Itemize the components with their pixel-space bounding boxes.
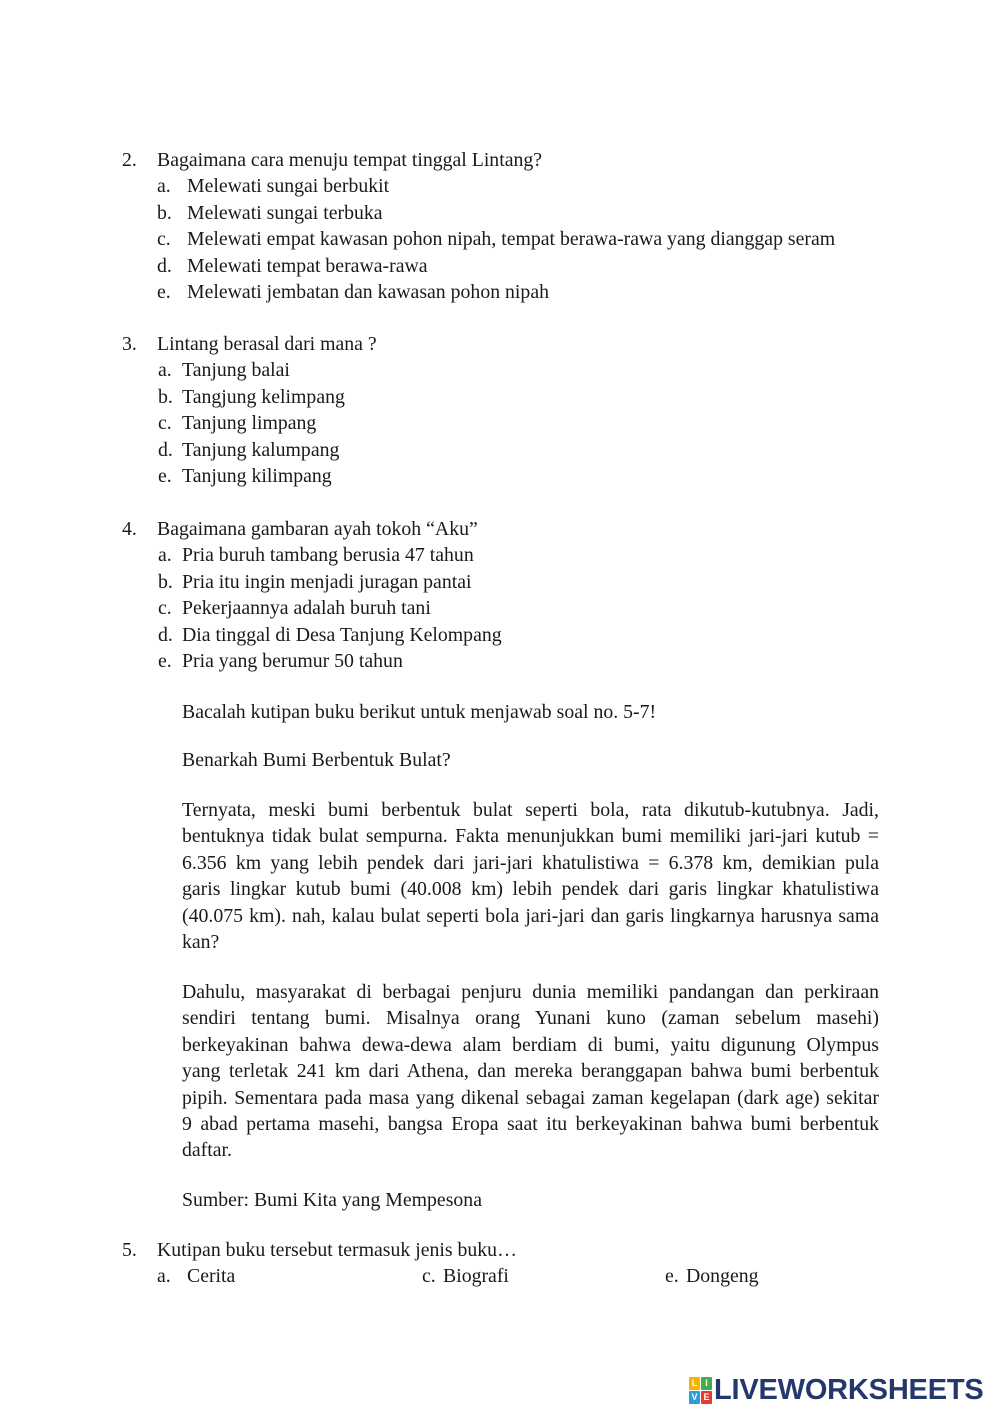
- option-text: Tanjung balai: [182, 359, 290, 382]
- logo-tile: I: [701, 1377, 712, 1390]
- option-letter: e.: [665, 1265, 679, 1288]
- question-line: [0, 147, 1000, 173]
- option-letter: b.: [158, 570, 173, 593]
- answer-option-a: [0, 173, 1000, 199]
- option-letter: a.: [158, 359, 172, 382]
- option-letter: e.: [158, 649, 172, 672]
- option-text: Melewati tempat berawa-rawa: [187, 254, 428, 277]
- option-text: Melewati empat kawasan pohon nipah, tempat berawa-rawa yang dianggap seram: [187, 228, 836, 251]
- option-letter: a.: [157, 1265, 171, 1288]
- passage-source: Sumber: Bumi Kita yang Mempesona: [182, 1189, 482, 1211]
- passage-title: Benarkah Bumi Berbentuk Bulat?: [182, 749, 451, 771]
- option-text: Pria itu ingin menjadi juragan pantai: [182, 570, 472, 593]
- option-letter: e.: [158, 464, 172, 487]
- liveworksheets-logo[interactable]: [689, 1375, 984, 1405]
- option-letter: d.: [158, 438, 173, 461]
- paragraph-line: berkeyakinan bahwa dewa-dewa alam berdiam di bumi, yaitu digunung Olympus: [182, 1033, 879, 1056]
- passage-paragraph-2: [182, 979, 879, 1164]
- passage-paragraph-1: [182, 797, 879, 955]
- option-letter: c.: [157, 228, 171, 251]
- option-text: Melewati sungai terbuka: [187, 201, 383, 224]
- option-text: Pekerjaannya adalah buruh tani: [182, 597, 431, 620]
- option-text: Tangjung kelimpang: [182, 385, 345, 408]
- logo-tile: V: [689, 1391, 700, 1404]
- paragraph-line: yang terletak 241 km dari Athena, dan mereka beranggapan bahwa bumi berbentuk: [182, 1060, 879, 1083]
- question-number: 3.: [122, 333, 137, 355]
- liveworksheets-logo-icon: [689, 1377, 712, 1404]
- option-text: Dia tinggal di Desa Tanjung Kelompang: [182, 623, 502, 646]
- option-letter: d.: [158, 623, 173, 646]
- question-number: 5.: [122, 1239, 137, 1261]
- paragraph-line: garis lingkar kutub bumi (40.008 km) lebih pendek dari garis lingkar khatulistiwa: [182, 878, 879, 901]
- answer-option-e: [0, 279, 1000, 305]
- paragraph-line: 9 abad pertama masehi, bangsa Eropa saat itu berkeyakinan bahwa bumi berbentuk: [182, 1112, 879, 1135]
- answer-option-c: [0, 226, 1000, 252]
- paragraph-line: Dahulu, masyarakat di berbagai penjuru dunia memiliki pandangan dan perkiraan: [182, 981, 879, 1003]
- option-text: Biografi: [443, 1265, 509, 1288]
- answer-option-d: [0, 253, 1000, 279]
- question-text: Bagaimana gambaran ayah tokoh “Aku”: [157, 518, 478, 540]
- question-5: [0, 1237, 1000, 1290]
- answer-option-d: [0, 437, 1000, 463]
- paragraph-line: sendiri tentang bumi. Misalnya orang Yunani kuno (zaman sebelum masehi): [182, 1007, 879, 1030]
- option-letter: c.: [158, 597, 172, 620]
- question-text: Lintang berasal dari mana ?: [157, 333, 377, 355]
- option-text: Melewati jembatan dan kawasan pohon nipah: [187, 280, 549, 303]
- option-letter: b.: [157, 201, 172, 224]
- logo-tile: E: [701, 1391, 712, 1404]
- passage-instruction: Bacalah kutipan buku berikut untuk menjawab soal no. 5-7!: [182, 701, 657, 723]
- option-letter: c.: [422, 1265, 436, 1288]
- option-text: Melewati sungai berbukit: [187, 175, 390, 198]
- question-number: 4.: [122, 518, 137, 540]
- answer-option-e: [0, 463, 1000, 489]
- paragraph-line: daftar.: [182, 1139, 232, 1162]
- logo-tile: L: [689, 1377, 700, 1390]
- option-text: Cerita: [187, 1265, 236, 1288]
- question-text: Kutipan buku tersebut termasuk jenis buku…: [157, 1239, 517, 1261]
- paragraph-line: kan?: [182, 930, 220, 953]
- question-number: 2.: [122, 149, 137, 171]
- option-text: Tanjung kilimpang: [182, 464, 332, 487]
- question-line: [0, 331, 1000, 357]
- question-line: [0, 1237, 1000, 1263]
- answer-option-b: [0, 384, 1000, 410]
- question-4: [0, 516, 1000, 674]
- answer-option-a: [0, 357, 1000, 383]
- option-letter: b.: [158, 385, 173, 408]
- answer-option-e: [0, 648, 1000, 674]
- answer-option-d: [0, 622, 1000, 648]
- option-text: Pria buruh tambang berusia 47 tahun: [182, 544, 474, 567]
- option-text: Tanjung limpang: [182, 412, 317, 435]
- option-letter: a.: [157, 175, 171, 198]
- paragraph-line: pipih. Sementara pada masa yang dikenal sebagai zaman kegelapan (dark age) sekitar: [182, 1086, 879, 1109]
- paragraph-line: bentuknya tidak bulat sempurna. Fakta menunjukkan bumi memiliki jari-jari kutub =: [182, 825, 879, 848]
- paragraph-line: 6.356 km yang lebih pendek dari jari-jari khatulistiwa = 6.378 km, demikian pula: [182, 851, 879, 874]
- option-letter: e.: [157, 280, 171, 303]
- answer-option-c: [0, 595, 1000, 621]
- option-text: Pria yang berumur 50 tahun: [182, 649, 403, 672]
- question-line: [0, 516, 1000, 542]
- option-text: Dongeng: [686, 1265, 759, 1288]
- paragraph-line: Ternyata, meski bumi berbentuk bulat seperti bola, rata dikutub-kutubnya. Jadi,: [182, 799, 879, 821]
- question-2: [0, 147, 1000, 305]
- answer-option-b: [0, 200, 1000, 226]
- answer-option-c: [0, 410, 1000, 436]
- answer-option-a: [0, 542, 1000, 568]
- option-letter: c.: [158, 412, 172, 435]
- answer-options-row: [0, 1263, 1000, 1289]
- question-3: [0, 331, 1000, 489]
- answer-option-b: [0, 569, 1000, 595]
- option-letter: d.: [157, 254, 172, 277]
- option-text: Tanjung kalumpang: [182, 438, 340, 461]
- option-letter: a.: [158, 544, 172, 567]
- question-text: Bagaimana cara menuju tempat tinggal Lintang?: [157, 149, 543, 171]
- logo-wordmark: LIVEWORKSHEETS: [714, 1374, 984, 1406]
- paragraph-line: (40.075 km). nah, kalau bulat seperti bola jari-jari dan garis lingkarnya harusnya sama: [182, 904, 879, 927]
